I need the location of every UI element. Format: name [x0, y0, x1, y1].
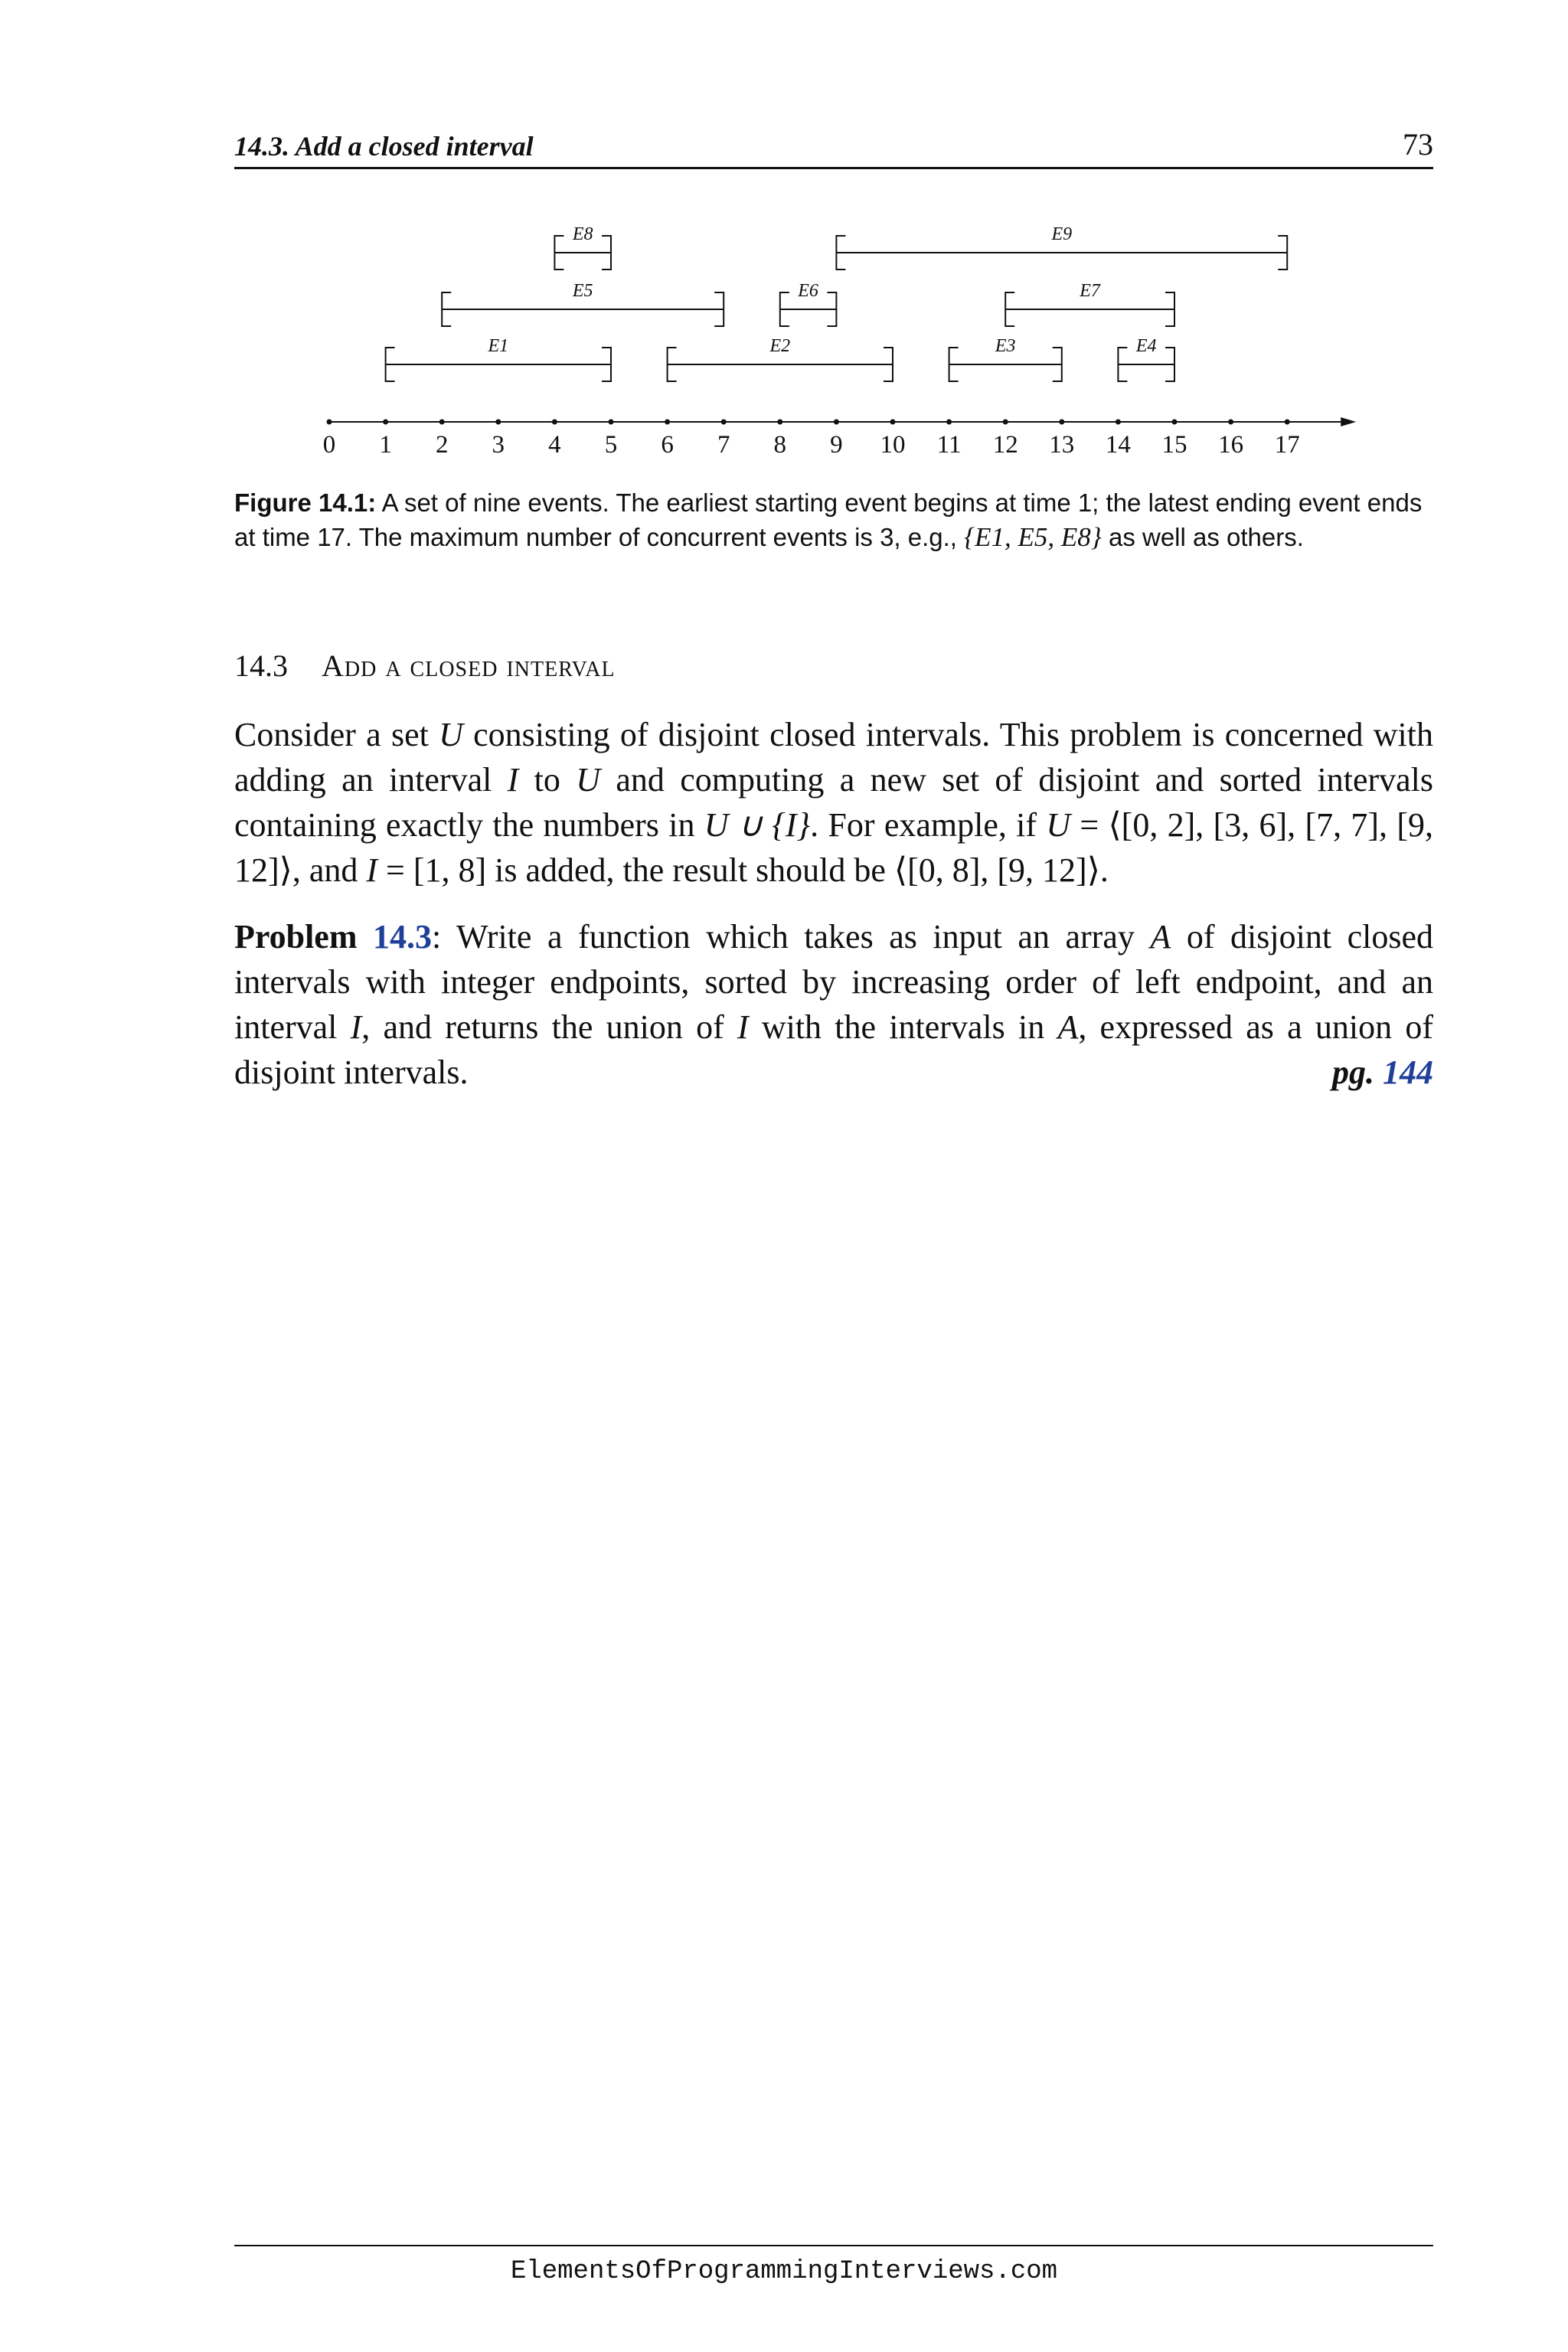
svg-text:E6: E6	[798, 281, 818, 301]
section-heading	[234, 648, 616, 684]
svg-text:E9: E9	[1051, 224, 1073, 244]
svg-text:E4: E4	[1135, 336, 1157, 356]
axis-tick-label: 8	[773, 431, 787, 459]
running-head-section: 14.3. Add a closed interval	[234, 131, 534, 162]
paragraph-intro: Consider a set U consisting of disjoint closed intervals. This problem is concerned with adding an interval I to U and computing a new set of disjoint and sorted intervals containing exactly the numbers in U ∪ {I}. For example, if U = ⟨[0, 2], [3, 6], [7, 7], [9, 12]⟩, and I = [1, 8] is added, the result should be ⟨[0, 8], [9, 12]⟩.	[234, 716, 1433, 889]
problem-label: Problem	[234, 918, 358, 956]
axis-tick-dot	[1003, 420, 1008, 425]
axis-tick-dot	[890, 420, 896, 425]
axis-tick-label: 16	[1218, 431, 1244, 459]
axis-tick-label: 7	[717, 431, 730, 459]
solution-page-link[interactable]: 144	[1383, 1054, 1433, 1091]
axis-tick-label: 2	[435, 431, 449, 459]
solution-page-ref: pg. 144	[1332, 1054, 1433, 1091]
section-number: 14.3	[234, 648, 288, 683]
svg-text:E1: E1	[488, 336, 509, 356]
svg-text:E3: E3	[995, 336, 1016, 356]
axis-tick-dot	[1285, 420, 1290, 425]
figure-caption-label: Figure 14.1:	[234, 488, 377, 517]
axis-tick-dot	[1059, 420, 1064, 425]
axis-tick-dot	[777, 420, 782, 425]
figure-caption	[234, 485, 1436, 554]
axis-tick-dot	[665, 420, 670, 425]
axis-tick-label: 6	[661, 431, 674, 459]
footer-rule	[234, 2245, 1433, 2246]
axis-tick-dot	[383, 420, 388, 425]
axis-tick-label: 12	[992, 431, 1018, 459]
axis-tick-dot	[495, 420, 501, 425]
axis-tick-dot	[1228, 420, 1233, 425]
svg-text:E8: E8	[572, 224, 593, 244]
problem-ref-link[interactable]: 14.3	[373, 918, 433, 956]
event-interval-e3	[949, 336, 1062, 381]
figure-caption-text-end: as well as others.	[1101, 523, 1304, 551]
axis-tick-label: 15	[1161, 431, 1187, 459]
event-interval-e8	[554, 224, 611, 270]
axis-tick-dot	[834, 420, 839, 425]
axis-tick-dot	[552, 420, 557, 425]
axis-tick-dot	[609, 420, 614, 425]
axis-tick-dot	[721, 420, 727, 425]
axis-tick-label: 17	[1274, 431, 1300, 459]
figure-caption-math: {E1, E5, E8}	[964, 522, 1102, 552]
svg-text:E7: E7	[1080, 281, 1100, 301]
event-interval-e4	[1118, 336, 1174, 381]
axis-tick-dot	[1172, 420, 1178, 425]
axis-tick-dot	[1116, 420, 1121, 425]
problem-statement: Problem 14.3: Write a function which takes as input an array A of disjoint closed intervals with integer endpoints, sorted by increasing order of left endpoint, and an interval I, and returns the union of I with the intervals in A, expressed as a union of disjoint intervals. pg. 144	[234, 914, 1433, 1095]
axis-arrow-icon	[1341, 417, 1356, 426]
event-interval-e9	[836, 224, 1287, 270]
axis-tick-dot	[946, 420, 952, 425]
axis-tick-label: 9	[830, 431, 843, 459]
axis-tick-label: 10	[880, 431, 906, 459]
event-interval-e5	[442, 281, 724, 326]
axis-tick-label: 13	[1049, 431, 1075, 459]
interval-figure	[0, 0, 1568, 475]
event-interval-e7	[1005, 281, 1174, 326]
event-interval-e6	[780, 281, 837, 326]
axis-tick-label: 0	[322, 431, 336, 459]
footer-site: ElementsOfProgrammingInterviews.com	[510, 2257, 1058, 2286]
event-interval-e2	[668, 336, 893, 381]
axis-tick-dot	[439, 420, 445, 425]
axis-tick-dot	[327, 420, 332, 425]
axis-tick-label: 3	[492, 431, 505, 459]
axis-tick-label: 1	[379, 431, 392, 459]
svg-text:E2: E2	[769, 336, 791, 356]
axis-tick-label: 4	[548, 431, 561, 459]
axis-tick-label: 5	[604, 431, 618, 459]
page-number: 73	[1403, 127, 1433, 162]
axis-tick-label: 11	[936, 431, 962, 459]
event-interval-e1	[386, 336, 611, 381]
figure-caption-text: A set of nine events. The earliest starting event begins at time 1; the latest ending event ends at time 17. The maximum number of concurrent events is 3, e.g.,	[234, 488, 1423, 551]
axis-tick-label: 14	[1105, 431, 1131, 459]
section-title: Add a closed interval	[322, 648, 616, 683]
svg-text:E5: E5	[572, 281, 593, 301]
